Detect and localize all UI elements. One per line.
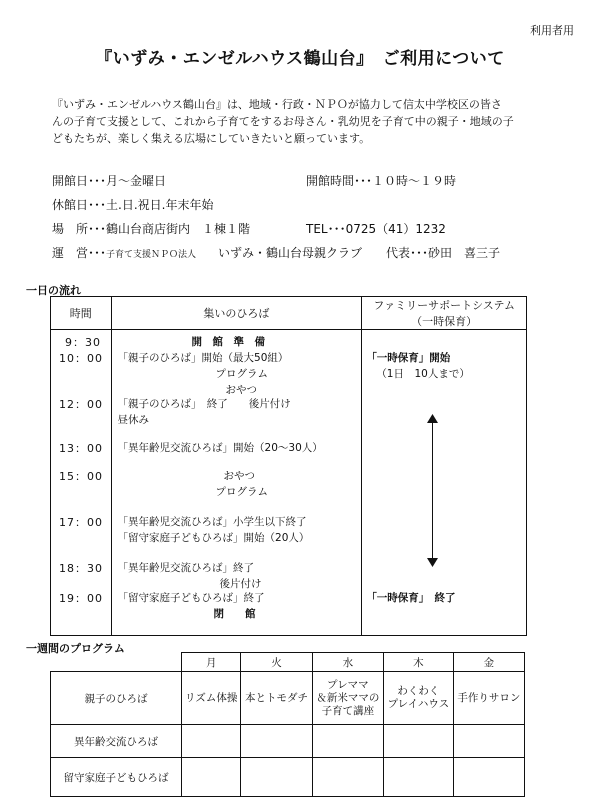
plaza-entry: 「留守家庭子どもひろば」開始（20人） (117, 532, 310, 544)
temp-care-end: 「一時保育」 終了 (366, 592, 456, 604)
time-label: 13：00 (59, 442, 103, 455)
plaza-entry: 後片付け (219, 578, 262, 590)
time-label: 10：00 (59, 352, 103, 365)
program-cell (241, 725, 312, 758)
program-cell (241, 672, 312, 725)
program-text: 手作りサロン (457, 691, 521, 704)
open-hours: 開館時間･･･１０時～１９時 (306, 174, 457, 188)
program-cell (312, 725, 383, 758)
location: 場 所･･･鶴山台商店街内 １棟１階 (52, 222, 251, 236)
time-label: 19：00 (59, 592, 103, 605)
telephone: TEL･･･0725（41）1232 (306, 222, 446, 236)
intro-paragraph (52, 96, 557, 147)
representative: 代表･･･砂田 喜三子 (386, 246, 501, 260)
duration-arrow (432, 420, 433, 560)
operator-label: 運 営･･･ (52, 246, 107, 260)
page-title: 『いずみ・エンゼルハウス鶴山台』 ご利用について (95, 49, 505, 69)
program-cell (312, 672, 383, 725)
corner-cell (51, 653, 182, 672)
program-cell (182, 758, 241, 797)
program-text: プレママ (327, 678, 369, 691)
plaza-entry: 「異年齢児交流ひろば」小学生以下終了 (117, 516, 307, 528)
open-days: 開館日･･･月～金曜日 (52, 174, 167, 188)
time-label: 17：00 (59, 516, 103, 529)
time-label: 15：00 (59, 470, 103, 483)
family-header-line2: （一時保育） (411, 315, 478, 328)
day-header: 木 (384, 653, 454, 672)
plaza-entry: 開 館 準 備 (191, 336, 266, 348)
program-text: わくわく (397, 685, 440, 697)
plaza-entry: プログラム (215, 368, 268, 380)
plaza-entry: 「留守家庭子どもひろば」終了 (117, 592, 265, 604)
program-cell (182, 725, 241, 758)
plaza-entry: 「異年齢児交流ひろば」開始（20～30人） (117, 442, 323, 454)
temp-care-capacity: （1日 10人まで） (376, 368, 470, 380)
time-label: 18：30 (59, 562, 103, 575)
day-header: 月 (182, 653, 241, 672)
program-text: プレイハウス (387, 698, 450, 710)
program-text: 子育て講座 (321, 704, 375, 717)
program-cell (453, 758, 524, 797)
time-label: 12：00 (59, 398, 103, 411)
program-cell (241, 758, 312, 797)
row-label: 親子のひろば (51, 672, 182, 725)
weekly-program-table (50, 652, 525, 797)
family-support-column (362, 330, 526, 635)
program-text: リズム体操 (185, 691, 238, 704)
program-cell (384, 672, 454, 725)
temp-care-start: 「一時保育」開始 (366, 352, 451, 364)
week-program-heading: 一週間のプログラム (26, 642, 125, 655)
day-flow-heading: 一日の流れ (26, 284, 81, 297)
closed-days: 休館日･･･土.日.祝日.年末年始 (52, 198, 214, 212)
program-text: ＆新米ママの (316, 691, 380, 704)
intro-line: んの子育て支援として、これから子育てをするお母さん・乳幼児を子育て中の親子・地域の子 (52, 115, 514, 128)
intro-line: どもたちが、楽しく集える広場にしていきたいと願っています。 (52, 132, 371, 145)
program-cell (182, 672, 241, 725)
plaza-entry: プログラム (215, 486, 268, 498)
day-header: 水 (312, 653, 383, 672)
program-cell (453, 725, 524, 758)
time-column (51, 330, 111, 635)
intro-line: 『いずみ・エンゼルハウス鶴山台』は、地域・行政・ＮＰＯが協力して信太中学校区の皆さ (52, 98, 502, 111)
family-header-line1: ファミリーサポートシステム (373, 299, 515, 312)
row-label: 留守家庭子どもひろば (51, 758, 182, 797)
time-label: 9：30 (65, 336, 101, 349)
plaza-entry: おやつ (223, 470, 256, 482)
program-cell (453, 672, 524, 725)
col-plaza-header: 集いのひろば (111, 297, 362, 330)
col-time-header: 時間 (51, 297, 112, 330)
program-cell (384, 725, 454, 758)
plaza-entry: おやつ (225, 384, 258, 396)
program-cell (312, 758, 383, 797)
plaza-entry: 昼休み (117, 414, 150, 426)
plaza-entry: 「異年齢児交流ひろば」終了 (117, 562, 255, 574)
operator-name: いずみ・鶴山台母親クラブ (218, 246, 363, 260)
plaza-entry: 「親子のひろば」 終了 後片付け (117, 398, 291, 410)
plaza-column (112, 330, 362, 635)
usage-label: 利用者用 (530, 24, 574, 37)
plaza-entry: 「親子のひろば」開始（最大50組） (117, 352, 289, 364)
arrow-up-icon (427, 414, 438, 424)
operator-org-type: 子育て支援ＮＰＯ法人 (106, 250, 197, 260)
arrow-down-icon (427, 558, 438, 568)
col-family-header (362, 297, 527, 330)
operator (52, 244, 196, 261)
program-cell (384, 758, 454, 797)
day-header: 金 (453, 653, 524, 672)
plaza-entry: 閉 館 (213, 608, 256, 620)
day-header: 火 (241, 653, 312, 672)
day-flow-table (50, 296, 527, 636)
row-label: 異年齢交流ひろば (51, 725, 182, 758)
program-text: 本とトモダチ (245, 691, 309, 704)
